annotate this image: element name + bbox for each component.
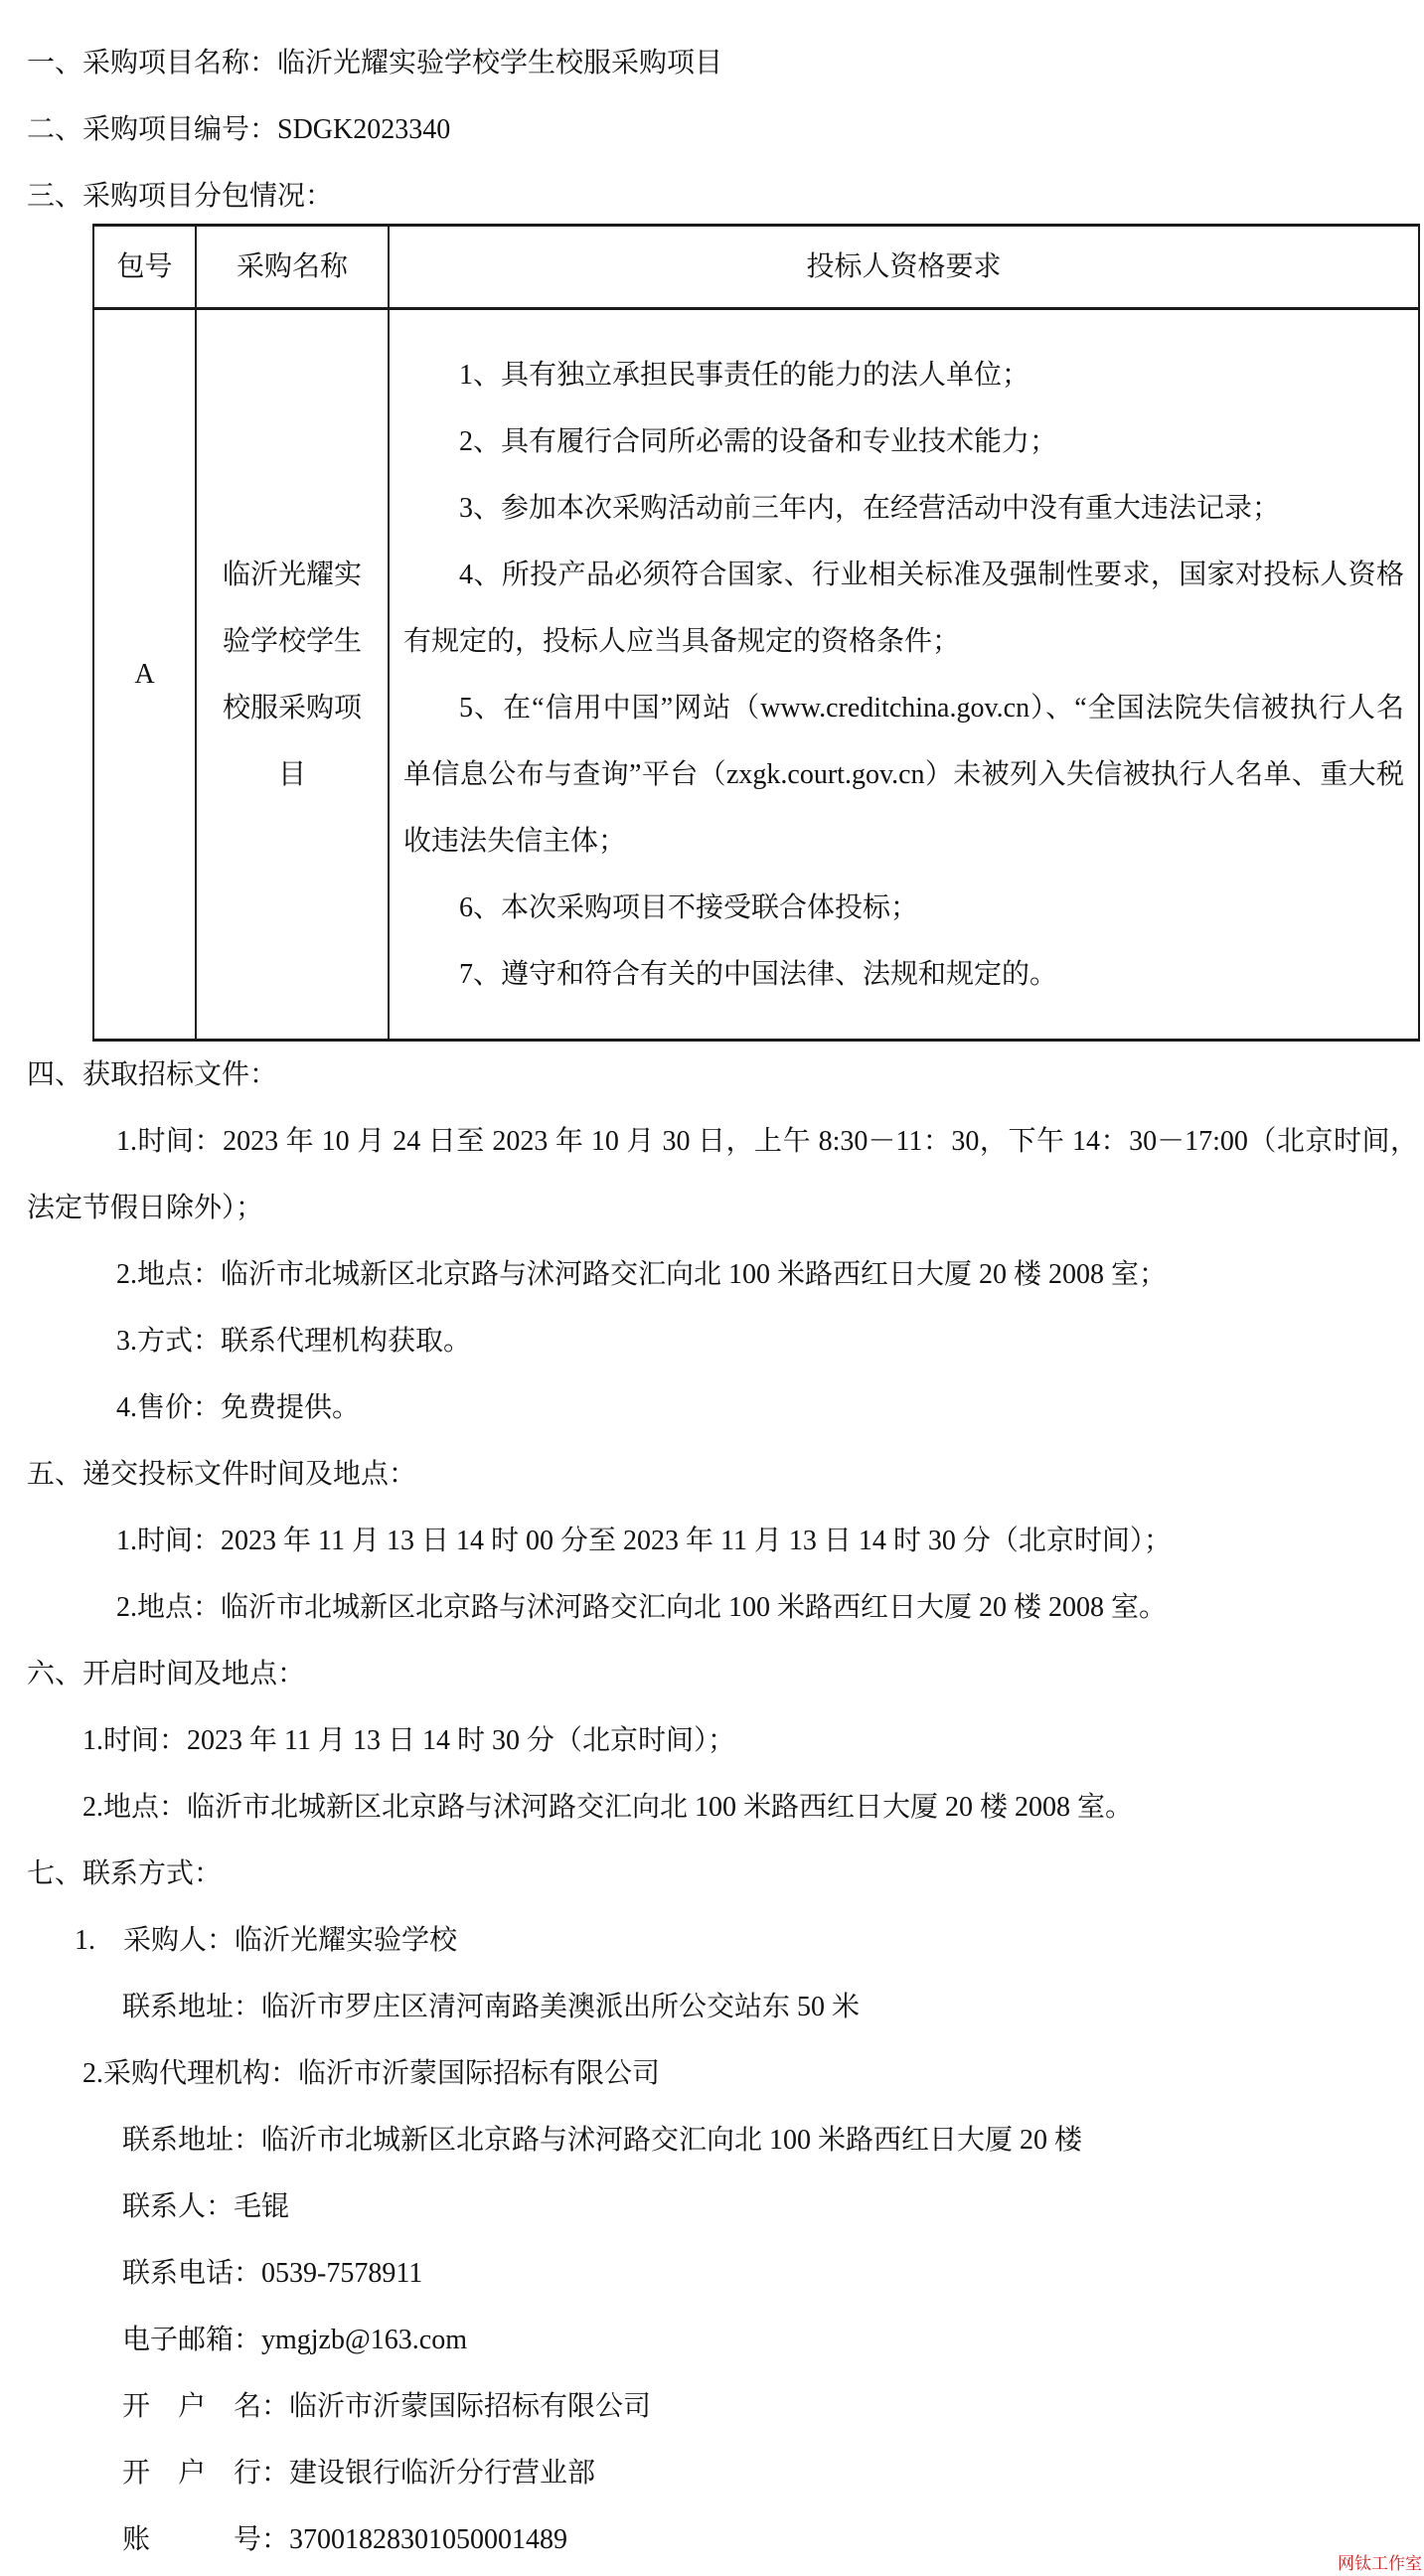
contact-phone-line: 联系电话：0539-7578911: [122, 2258, 423, 2289]
buyer-line: 1. 采购人：临沂光耀实验学校: [75, 1925, 458, 1956]
requirement-item: 2、具有履行合同所必需的设备和专业技术能力；: [459, 425, 1058, 457]
section-5-item-place: 2.地点：临沂市北城新区北京路与沭河路交汇向北 100 米路西红日大厦 20 楼 2008 室。: [116, 1592, 1168, 1623]
header-bidder-qualifications: 投标人资格要求: [389, 226, 1419, 309]
buyer-address-line: 联系地址：临沂市罗庄区清河南路美澳派出所公交站东 50 米: [122, 1992, 861, 2022]
section-5-title: 五、递交投标文件时间及地点：: [27, 1459, 417, 1490]
section-6-title: 六、开启时间及地点：: [27, 1659, 306, 1690]
agency-line: 2.采购代理机构：临沂市沂蒙国际招标有限公司: [82, 2058, 661, 2089]
requirement-item: 4、所投产品必须符合国家、行业相关标准及强制性要求，国家对投标人资格有规定的，投标人应当具备规定的资格条件；: [403, 559, 1404, 657]
contact-person-line: 联系人：毛锟: [122, 2191, 290, 2222]
header-package-no: 包号: [93, 226, 196, 309]
section-6-item-time: 1.时间：2023 年 11 月 13 日 14 时 30 分（北京时间）；: [82, 1725, 735, 1756]
section-2-title: 二、采购项目编号：SDGK2023340: [27, 114, 451, 145]
section-4-item-price: 4.售价：免费提供。: [116, 1392, 361, 1423]
package-table: [92, 224, 1420, 1042]
section-6-item-place: 2.地点：临沂市北城新区北京路与沭河路交汇向北 100 米路西红日大厦 20 楼 2008 室。: [82, 1792, 1134, 1823]
section-4-item-place: 2.地点：临沂市北城新区北京路与沭河路交汇向北 100 米路西红日大厦 20 楼 2008 室；: [116, 1259, 1168, 1290]
requirement-item: 1、具有独立承担民事责任的能力的法人单位；: [459, 359, 1030, 391]
account-number-line: 账 号：37001828301050001489: [122, 2524, 568, 2555]
section-4-item-time: 1.时间：2023 年 10 月 24 日至 2023 年 10 月 30 日，上午 8:30－11：30，下午 14：30－17:00（北京时间，法定节假日除外）；: [27, 1126, 1418, 1223]
agency-address-line: 联系地址：临沂市北城新区北京路与沭河路交汇向北 100 米路西红日大厦 20 楼: [122, 2125, 1083, 2156]
requirement-item: 3、参加本次采购活动前三年内，在经营活动中没有重大违法记录；: [459, 492, 1281, 524]
studio-watermark: 网钛工作室: [1338, 2554, 1422, 2573]
package-table-header-row: [93, 226, 1419, 309]
section-4-title: 四、获取招标文件：: [27, 1059, 278, 1090]
requirement-item: 5、在“信用中国”网站（www.creditchina.gov.cn）、“全国法院失信被执行人名单信息公布与查询”平台（zxgk.court.gov.cn）未被列入失信被执行人名单、重大税收违法失信主体；: [403, 692, 1404, 857]
bank-line: 开 户 行：建设银行临沂分行营业部: [122, 2458, 596, 2489]
header-purchase-name: 采购名称: [196, 226, 389, 309]
section-3-title: 三、采购项目分包情况：: [27, 181, 334, 212]
package-table-row: [93, 309, 1419, 1041]
account-name-line: 开 户 名：临沂市沂蒙国际招标有限公司: [122, 2391, 652, 2422]
email-line: 电子邮箱：ymgjzb@163.com: [122, 2325, 467, 2355]
section-4-item-method: 3.方式：联系代理机构获取。: [116, 1326, 472, 1357]
cell-purchase-name: 临沂光耀实验学校学生校服采购项目: [196, 309, 389, 1041]
section-1-title: 一、采购项目名称：临沂光耀实验学校学生校服采购项目: [27, 48, 723, 79]
requirement-item: 6、本次采购项目不接受联合体投标；: [459, 891, 919, 923]
section-7-title: 七、联系方式：: [27, 1858, 223, 1889]
section-5-item-time: 1.时间：2023 年 11 月 13 日 14 时 00 分至 2023 年 11 月 13 日 14 时 30 分（北京时间）；: [116, 1526, 1172, 1556]
requirement-item: 7、遵守和符合有关的中国法律、法规和规定的。: [459, 958, 1058, 990]
cell-bidder-qualifications: [389, 309, 1419, 1041]
cell-package-no: A: [93, 309, 196, 1041]
